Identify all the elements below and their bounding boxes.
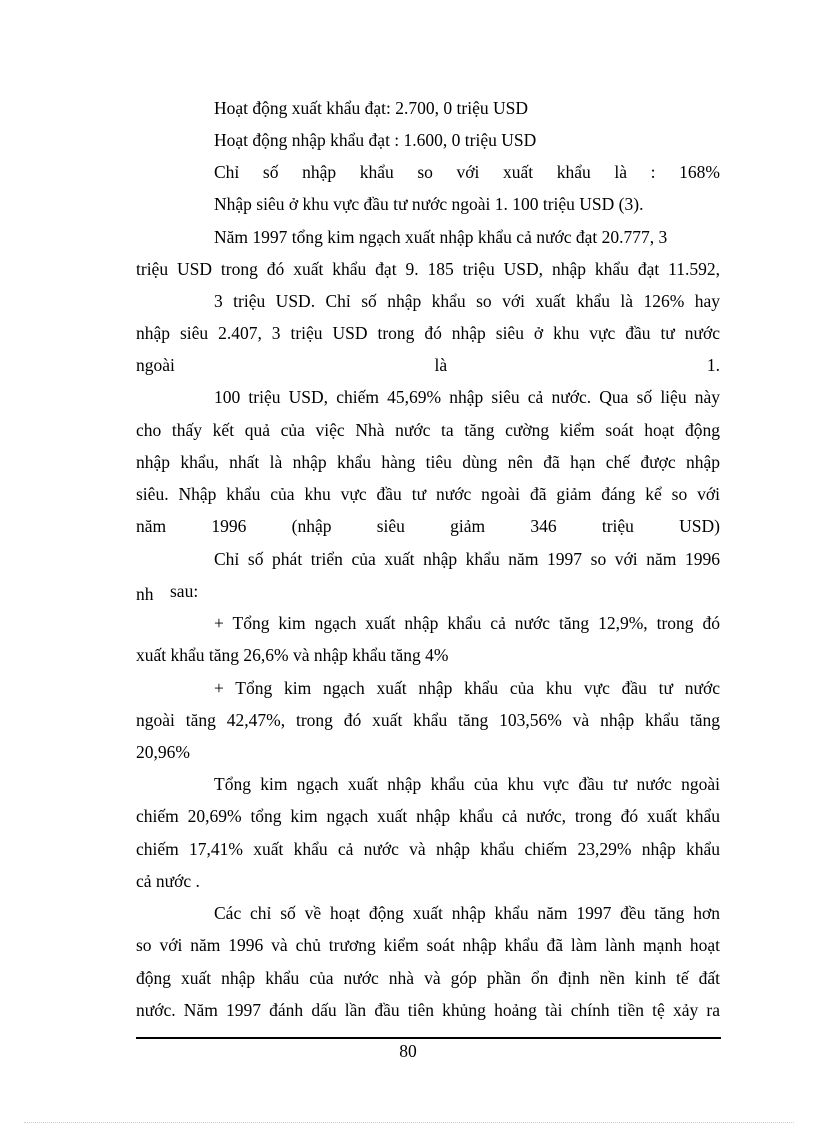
footer-divider	[136, 1037, 721, 1039]
text-line: 20,96%	[136, 742, 190, 762]
text-line: Nhập siêu ở khu vực đầu tư nước ngoài 1. 100 triệu USD (3).	[214, 194, 644, 214]
text-line: Chỉ số phát triển của xuất nhập khẩu năm 1997 so với năm 1996	[214, 549, 720, 569]
text-line: so với năm 1996 và chủ trương kiểm soát nhập khẩu đã làm lành mạnh hoạt	[136, 935, 720, 955]
text-line: nhập khẩu, nhất là nhập khẩu hàng tiêu dùng nên đã hạn chế được nhập	[136, 452, 720, 472]
text-fragment: sau:	[170, 581, 199, 601]
text-fragment: nh	[136, 584, 154, 604]
text-line: Hoạt động nhập khẩu đạt : 1.600, 0 triệu USD	[214, 130, 537, 150]
text-line: siêu. Nhập khẩu của khu vực đầu tư nước ngoài đã giảm đáng kể so với	[136, 484, 720, 504]
text-line: cả nước .	[136, 871, 200, 891]
text-line: cho thấy kết quả của việc Nhà nước ta tăng cường kiểm soát hoạt động	[136, 420, 720, 440]
text-line: Tổng kim ngạch xuất nhập khẩu của khu vực đầu tư nước ngoài	[214, 774, 720, 794]
text-line: nhập siêu 2.407, 3 triệu USD trong đó nhập siêu ở khu vực đầu tư nước	[136, 323, 720, 343]
text-line: ngoài là 1.	[136, 355, 720, 375]
text-line: 3 triệu USD. Chỉ số nhập khẩu so với xuất khẩu là 126% hay	[214, 291, 720, 311]
text-line: 100 triệu USD, chiếm 45,69% nhập siêu cả nước. Qua số liệu này	[214, 387, 720, 407]
text-line: Năm 1997 tổng kim ngạch xuất nhập khẩu cả nước đạt 20.777, 3	[214, 227, 668, 247]
text-line: nước. Năm 1997 đánh dấu lần đầu tiên khủng hoảng tài chính tiền tệ xảy ra	[136, 1000, 720, 1020]
text-line: Các chỉ số về hoạt động xuất nhập khẩu năm 1997 đều tăng hơn	[214, 903, 720, 923]
text-line: động xuất nhập khẩu của nước nhà và góp phần ổn định nền kinh tế đất	[136, 968, 720, 988]
text-line: năm 1996 (nhập siêu giảm 346 triệu USD)	[136, 516, 720, 536]
text-line: + Tổng kim ngạch xuất nhập khẩu cả nước tăng 12,9%, trong đó	[214, 613, 720, 633]
text-line: ngoài tăng 42,47%, trong đó xuất khẩu tăng 103,56% và nhập khẩu tăng	[136, 710, 720, 730]
page-number: 80	[399, 1041, 417, 1061]
text-line: chiếm 20,69% tổng kim ngạch xuất nhập khẩu cả nước, trong đó xuất khẩu	[136, 806, 720, 826]
text-line: Chỉ số nhập khẩu so với xuất khẩu là : 168%	[214, 162, 720, 182]
text-line: + Tổng kim ngạch xuất nhập khẩu của khu vực đầu tư nước	[214, 678, 720, 698]
text-line: xuất khẩu tăng 26,6% và nhập khẩu tăng 4%	[136, 645, 449, 665]
text-line: chiếm 17,41% xuất khẩu cả nước và nhập khẩu chiếm 23,29% nhập khẩu	[136, 839, 720, 859]
text-line: triệu USD trong đó xuất khẩu đạt 9. 185 triệu USD, nhập khẩu đạt 11.592,	[136, 259, 720, 279]
text-line: Hoạt động xuất khẩu đạt: 2.700, 0 triệu USD	[214, 98, 528, 118]
